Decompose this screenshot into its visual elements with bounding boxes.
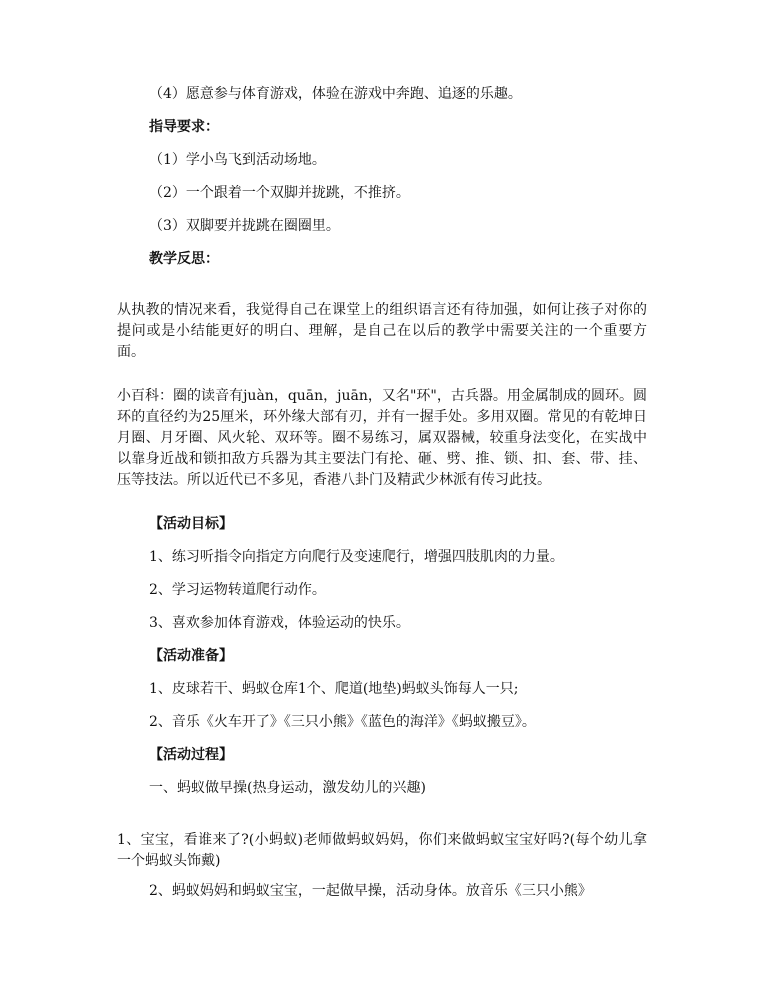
- activity-goal-item-2: 2、学习运物转道爬行动作。: [149, 582, 326, 598]
- guidance-item-3: （3）双脚要并拢跳在圈圈里。: [149, 218, 340, 234]
- goal-item-4: （4）愿意参与体育游戏，体验在游戏中奔跑、追逐的乐趣。: [149, 86, 522, 102]
- encyclopedia-paragraph: 小百科：圈的读音有juàn，quān，juān，又名"环"，古兵器。用金属制成的圆环。圆环的直径约为25厘米，环外缘大部有刃，并有一握手处。多用双圈。常见的有乾坤日月圈、月牙圈、风火轮、双环等。圈不易练习，属双器械，较重身法变化，在实战中以靠身近战和锁扣敌方兵器为其主要法门有抡、砸、劈、推、锁、扣、套、带、挂、压等技法。所以近代已不多见，香港八卦门及精武少林派有传习此技。: [117, 388, 647, 488]
- guidance-item-2: （2）一个跟着一个双脚并拢跳，不推挤。: [149, 185, 410, 201]
- activity-goal-item-1: 1、练习听指令向指定方向爬行及变速爬行，增强四肢肌肉的力量。: [149, 549, 564, 565]
- reflection-paragraph: 从执教的情况来看，我觉得自己在课堂上的组织语言还有待加强，如何让孩子对你的提问或是小结能更好的明白、理解，是自己在以后的教学中需要关注的一个重要方面。: [117, 302, 647, 360]
- activity-goal-heading: 【活动目标】: [149, 516, 233, 532]
- activity-prep-item-2: 2、音乐《火车开了》《三只小熊》《蓝色的海洋》《蚂蚁搬豆》。: [149, 714, 536, 730]
- activity-prep-heading: 【活动准备】: [149, 648, 233, 664]
- activity-process-heading: 【活动过程】: [149, 747, 233, 763]
- process-step-1-paragraph: 1、宝宝，看谁来了?(小蚂蚁)老师做蚂蚁妈妈，你们来做蚂蚁宝宝好吗?(每个幼儿拿一个蚂蚁头饰戴): [117, 832, 647, 869]
- activity-goal-item-3: 3、喜欢参加体育游戏，体验运动的快乐。: [149, 615, 410, 631]
- guidance-heading: 指导要求：: [149, 119, 219, 135]
- guidance-item-1: （1）学小鸟飞到活动场地。: [149, 152, 326, 168]
- process-step-2: 2、蚂蚁妈妈和蚂蚁宝宝，一起做早操，活动身体。放音乐《三只小熊》: [149, 883, 592, 899]
- process-step-1-title: 一、蚂蚁做早操(热身运动，激发幼儿的兴趣): [149, 780, 426, 796]
- reflection-heading: 教学反思：: [149, 251, 219, 267]
- activity-prep-item-1: 1、皮球若干、蚂蚁仓库1个、爬道(地垫)蚂蚁头饰每人一只;: [149, 681, 519, 697]
